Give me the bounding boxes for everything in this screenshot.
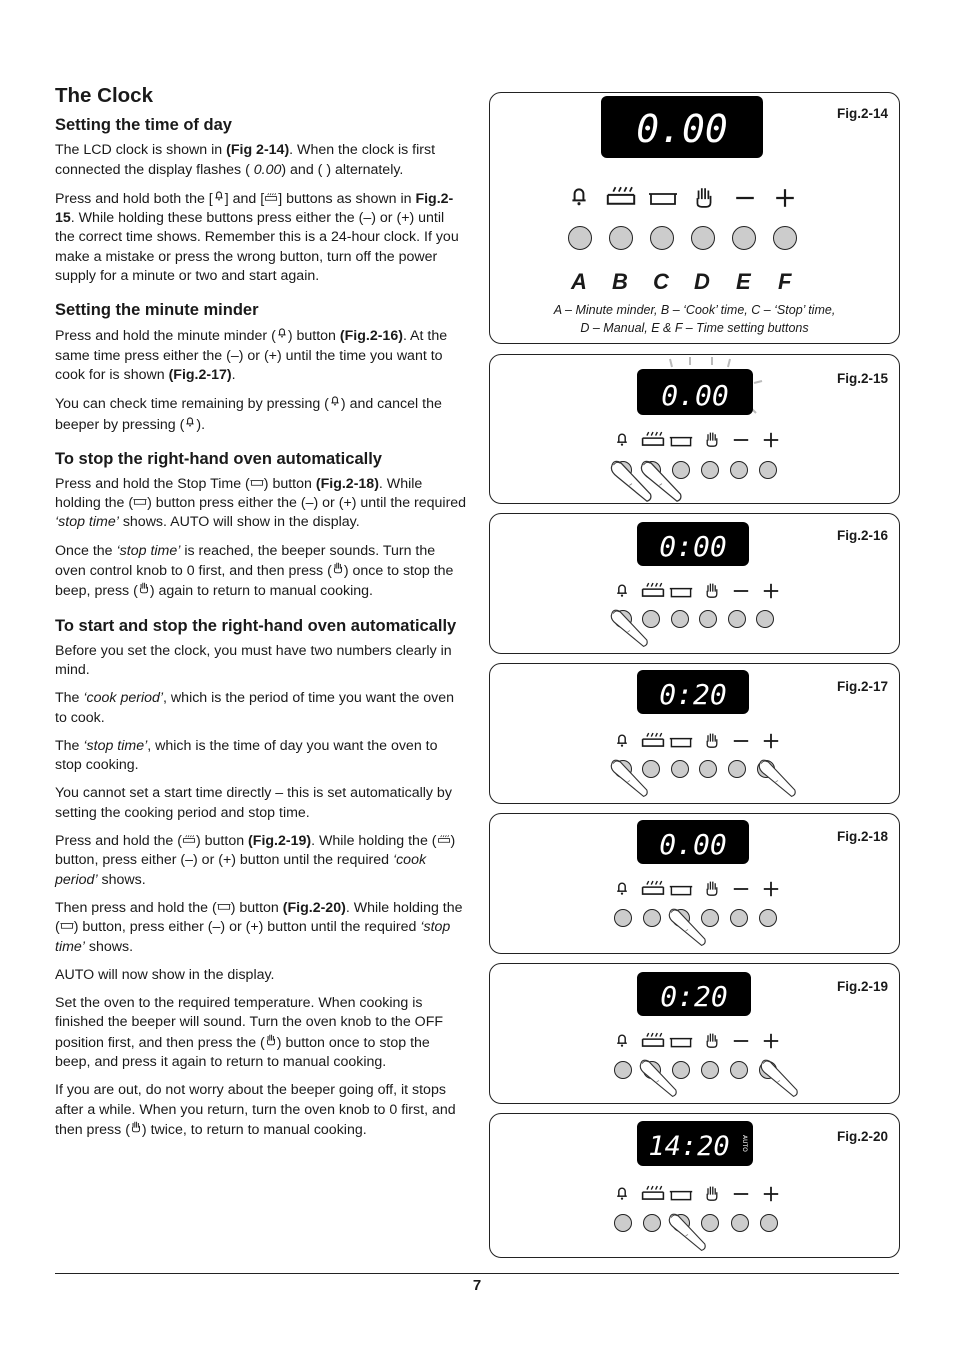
pressing-finger-icon: [639, 1058, 683, 1100]
letter-f: F: [778, 269, 792, 294]
figure-label: Fig.2-19: [836, 979, 888, 994]
minus-button[interactable]: [732, 226, 756, 250]
pressing-finger-icon: [754, 758, 806, 800]
lcd-display: [637, 670, 749, 714]
bell-icon: [572, 189, 585, 205]
pressing-finger-icon: [668, 906, 712, 950]
stop-pot-icon: [60, 920, 74, 932]
minus-button[interactable]: [730, 1061, 748, 1079]
paragraph: Then press and hold the ( ) button (Fig.2-20). While holding the ( ) button, press either (–) or (+) button until the required ‘stop time’ shows.: [55, 899, 463, 955]
hand-icon: [265, 1033, 277, 1048]
lcd-display-text: 0:20: [660, 980, 728, 1013]
stop-pot-icon: [133, 496, 147, 508]
plus-icon: [776, 189, 794, 207]
plus-button[interactable]: [756, 610, 774, 628]
plus-button[interactable]: [773, 226, 797, 250]
icon-row: [614, 1183, 784, 1210]
paragraph: The ‘stop time’, which is the time of day you want the oven to stop cooking.: [55, 737, 438, 774]
bell-icon: [213, 189, 225, 204]
hand-icon: [138, 581, 150, 596]
lcd-display: [637, 522, 749, 566]
stop-pot-icon: [250, 477, 264, 489]
letter-c: C: [653, 269, 669, 294]
figure-2-19: [489, 963, 900, 1104]
stop-pot-icon: [649, 194, 677, 204]
heading-time-of-day: Setting the time of day: [55, 116, 232, 135]
icon-row: [614, 580, 784, 607]
bell-icon: [184, 415, 196, 430]
minus-button[interactable]: [730, 909, 748, 927]
cook-pot-icon: [437, 834, 451, 846]
figure-2-16: [489, 513, 900, 654]
text-column: [55, 86, 467, 1149]
manual-button[interactable]: [699, 760, 717, 778]
lcd-display: [637, 369, 753, 415]
figure-label: Fig.2-16: [836, 528, 888, 543]
lcd-display: [637, 972, 751, 1016]
cook-time-button[interactable]: [643, 1214, 661, 1232]
icon-row: [568, 183, 808, 216]
lcd-display: [601, 96, 763, 158]
bell-icon: [276, 326, 288, 341]
hand-icon: [130, 1120, 142, 1135]
figure-label: Fig.2-20: [836, 1129, 888, 1144]
stop-pot-icon: [217, 901, 231, 913]
paragraph: The ‘cook period’, which is the period of time you want the oven to cook.: [55, 690, 455, 726]
lcd-display-text: 0.00: [659, 828, 727, 861]
minute-minder-button[interactable]: [614, 1061, 632, 1079]
page-title: The Clock: [55, 84, 153, 107]
lcd-display-text: 0.00: [636, 107, 728, 151]
lcd-display: [637, 820, 749, 864]
lcd-display-text: 0.00: [661, 379, 729, 412]
paragraph: Before you set the clock, you must have two numbers clearly in mind.: [55, 642, 452, 678]
cook-time-button[interactable]: [609, 226, 633, 250]
minus-button[interactable]: [731, 1214, 749, 1232]
paragraph: Press and hold the ( ) button (Fig.2-19). While holding the ( ) button, press either (–) or (+) button until the required ‘cook period’ shows.: [55, 833, 456, 888]
manual-button[interactable]: [699, 610, 717, 628]
manual-button[interactable]: [701, 1061, 719, 1079]
hand-icon: [697, 188, 710, 207]
figure-label: Fig.2-18: [836, 829, 888, 844]
icon-row: [614, 429, 784, 456]
paragraph: Press and hold the Stop Time ( ) button (Fig.2-18). While holding the ( ) button press either the (–) or (+) until the required ‘stop time’ shows. AUTO will show in the display.: [55, 475, 467, 531]
lcd-display-text: 0:00: [659, 530, 727, 563]
minute-minder-button[interactable]: [568, 226, 592, 250]
figure-caption: A – Minute minder, B – ‘Cook’ time, C – ‘Stop’ time, D – Manual, E & F – Time setting buttons: [553, 303, 836, 335]
cook-time-button[interactable]: [643, 909, 661, 927]
figure-label: Fig.2-15: [836, 371, 888, 386]
heading-start-stop-auto: To start and stop the right-hand oven automatically: [55, 616, 457, 635]
cook-pot-icon: [608, 187, 634, 204]
manual-button[interactable]: [701, 461, 719, 479]
figure-2-20: [489, 1113, 900, 1258]
minute-minder-button[interactable]: [614, 909, 632, 927]
auto-indicator: AUTO: [741, 1135, 748, 1152]
pressing-finger-icon: [668, 1211, 712, 1255]
cook-pot-icon: [264, 192, 278, 204]
paragraph: Set the oven to the required temperature. When cooking is finished the beeper will sound. Turn the oven knob to the OFF position first, and then press the ( ) button once to stop the beep, and press it again to return to manual cooking.: [55, 995, 444, 1070]
pressing-finger-icon: [610, 608, 654, 650]
figure-2-15: [489, 354, 900, 504]
lcd-display: [637, 1121, 753, 1166]
page-number: 7: [472, 1277, 482, 1294]
figure-2-18: [489, 813, 900, 954]
figure-label: Fig.2-14: [836, 106, 888, 121]
paragraph: Press and hold both the [ ] and [ ] buttons as shown in Fig.2-15. While holding these buttons press either the (–) or (+) until the correct time shows. Remember this is a 24-hour clock. If you make a mistake or press the wrong button, turn off the power supply for a minute or two and start again.: [55, 190, 459, 285]
stop-time-button[interactable]: [650, 226, 674, 250]
letter-e: E: [736, 269, 751, 294]
plus-button[interactable]: [759, 461, 777, 479]
figure-label: Fig.2-17: [836, 679, 888, 694]
letter-d: D: [694, 269, 710, 294]
footer-divider: [55, 1273, 899, 1274]
paragraph: The LCD clock is shown in (Fig 2-14). When the clock is first connected the display flashes ( 0.00) and ( ) alternately.: [55, 142, 436, 178]
manual-button[interactable]: [691, 226, 715, 250]
icon-row: [614, 730, 784, 757]
pressing-finger-icon: [756, 1058, 808, 1100]
paragraph: You cannot set a start time directly – this is set automatically by setting the cooking period and stop time.: [55, 785, 452, 821]
hand-icon: [332, 561, 344, 576]
icon-row: [614, 878, 784, 905]
minus-button[interactable]: [728, 610, 746, 628]
plus-button[interactable]: [760, 1214, 778, 1232]
paragraph: Press and hold the minute minder ( ) button (Fig.2-16). At the same time press either the (–) or (+) until the time you want to cook for is shown (Fig.2-17).: [55, 328, 448, 383]
lcd-display-text: 0:20: [659, 678, 727, 711]
letter-a: A: [571, 269, 587, 294]
paragraph: If you are out, do not worry about the beeper going off, it stops after a while. When you return, turn the oven knob to 0 first, and then press ( ) twice, to return to manual cooking.: [55, 1082, 456, 1138]
plus-button[interactable]: [759, 909, 777, 927]
bell-icon: [329, 394, 341, 409]
lcd-display-text: 14:20: [648, 1131, 730, 1162]
minus-button[interactable]: [730, 461, 748, 479]
pressing-finger-icon: [610, 758, 654, 800]
heading-stop-auto: To stop the right-hand oven automatically: [55, 449, 382, 468]
paragraph: AUTO will now show in the display.: [55, 966, 275, 983]
stop-time-button[interactable]: [671, 760, 689, 778]
paragraph: Once the ‘stop time’ is reached, the beeper sounds. Turn the oven control knob to 0 first, and then press ( ) once to stop the beep, press ( ) again to return to manual cooking.: [55, 542, 454, 600]
icon-row: [614, 1030, 784, 1057]
pressing-finger-icon: [640, 459, 688, 503]
figure-2-14: [489, 92, 900, 344]
letter-b: B: [612, 269, 628, 294]
minute-minder-button[interactable]: [614, 1214, 632, 1232]
figure-2-17: [489, 663, 900, 804]
paragraph: You can check time remaining by pressing ( ) and cancel the beeper by pressing ( ).: [55, 396, 442, 433]
minus-button[interactable]: [728, 760, 746, 778]
heading-minute-minder: Setting the minute minder: [55, 301, 259, 320]
cook-pot-icon: [182, 834, 196, 846]
stop-time-button[interactable]: [671, 610, 689, 628]
